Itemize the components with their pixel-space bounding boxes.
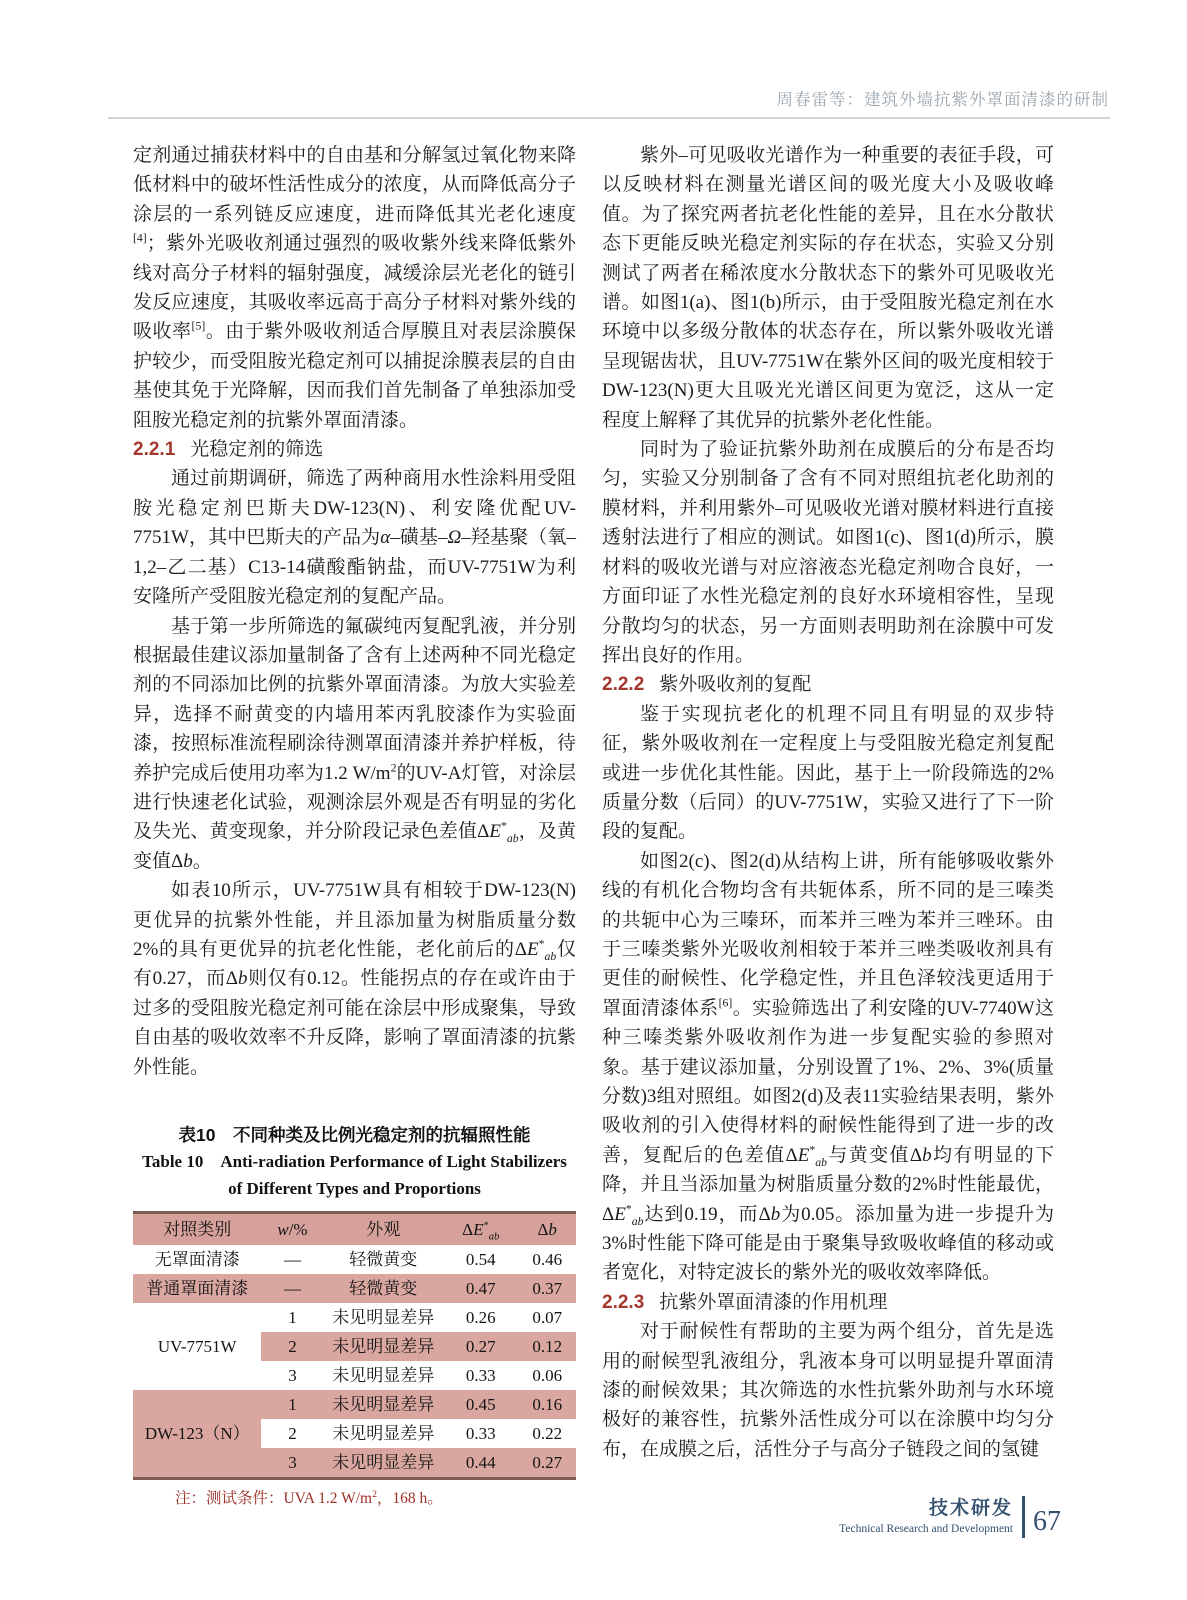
table-cell: 0.07 — [532, 1307, 563, 1327]
content-columns — [133, 141, 1054, 1510]
header-divider — [108, 117, 1110, 119]
table-cell: 轻微黄变 — [349, 1249, 418, 1269]
paragraph: 定剂通过捕获材料中的自由基和分解氢过氧化物来降低材料中的破坏性活性成分的浓度，从而降低高分子涂层的一系列链反应速度，进而降低其光老化速度[4]；紫外光吸收剂通过强烈的吸收紫外线来降低紫外线对高分子材料的辐射强度，减缓涂层光老化的链引发反应速度，其吸收率远高于高分子材料对紫外线的吸收率[5]。由于紫外吸收剂适合厚膜且对表层涂膜保护较少，而受阻胺光稳定剂可以捕捉涂膜表层的自由基使其免于光降解，因而我们首先制备了单独添加受阻胺光稳定剂的抗紫外罩面清漆。 — [133, 145, 576, 431]
table-cell: 0.27 — [532, 1452, 563, 1472]
table-title-en-line1: Table 10 Anti-radiation Performance of Light Stabilizers — [142, 1152, 567, 1171]
page-number: 67 — [1033, 1506, 1061, 1537]
table-cell: 0.12 — [532, 1336, 563, 1356]
section-heading-2-2-2 — [602, 670, 1054, 699]
table-cell-group-label: UV-7751W — [133, 1303, 261, 1390]
page-footer — [839, 1496, 1061, 1538]
table-cell: 0.37 — [532, 1278, 563, 1298]
table-cell: 无罩面清漆 — [154, 1249, 240, 1269]
table-cell: 未见明显差异 — [332, 1307, 435, 1327]
footer-section-label: 技术研发 — [928, 1498, 1013, 1519]
column-header: 对照类别 — [163, 1219, 232, 1239]
section-title: 紫外吸收剂的复配 — [659, 674, 812, 696]
column-header: Δb — [537, 1219, 557, 1239]
table-cell: 未见明显差异 — [332, 1336, 435, 1356]
column-header: w/% — [277, 1219, 308, 1239]
section-heading-2-2-1 — [133, 435, 576, 464]
footer-labels — [839, 1498, 1022, 1536]
table-cell: — — [283, 1249, 301, 1269]
table-row — [133, 1245, 576, 1274]
section-heading-2-2-3 — [602, 1288, 1054, 1317]
table-cell: 0.33 — [465, 1365, 496, 1385]
table-row — [133, 1303, 576, 1332]
table-cell: 2 — [288, 1336, 297, 1356]
section-title: 抗紫外罩面清漆的作用机理 — [659, 1291, 888, 1313]
paragraph: 基于第一步所筛选的氟碳纯丙复配乳液，并分别根据最佳建议添加量制备了含有上述两种不同光稳定剂的不同添加比例的抗紫外罩面清漆。为放大实验差异，选择不耐黄变的内墙用苯丙乳胶漆作为实验面漆，按照标准流程刷涂待测罩面清漆并养护样板，待养护完成后使用功率为1.2 $W/m^2$的UV-A灯管，对涂层进行快速老化试验，观测涂层外观是否有明显的劣化及失光、黄变现象，并分阶段记录色差值$\Delta E^*_{ab}$，及黄变值Δb。 — [133, 615, 576, 872]
right-column — [602, 141, 1054, 1510]
paragraph: 紫外–可见吸收光谱作为一种重要的表征手段，可以反映材料在测量光谱区间的吸光度大小及吸收峰值。为了探究两者抗老化性能的差异，且在水分散状态下更能反映光稳定剂实际的存在状态，实验又分别测试了两者在稀浓度水分散状态下的紫外可见吸收光谱。如图1(a)、图1(b)所示，由于受阻胺光稳定剂在水环境中以多级分散体的状态存在，所以紫外吸收光谱呈现锯齿状，且UV-7751W在紫外区间的吸光度相较于DW-123(N)更大且吸光光谱区间更为宽泛，这从一定程度上解释了其优异的抗紫外老化性能。 — [602, 145, 1054, 431]
table-row — [133, 1390, 576, 1419]
table-cell: — — [283, 1278, 301, 1298]
table-cell: 3 — [288, 1452, 297, 1472]
paragraph: 对于耐候性有帮助的主要为两个组分，首先是选用的耐候型乳液组分，乳液本身可以明显提升罩面清漆的耐候效果；其次筛选的水性抗紫外助剂与水环境极好的兼容性，抗紫外活性成分可以在涂膜中均匀分布，在成膜之后，活性分子与高分子链段之间的氢键 — [602, 1321, 1054, 1460]
running-head: 周春雷等：建筑外墙抗紫外罩面清漆的研制 — [776, 91, 1109, 109]
paragraph: 如图2(c)、图2(d)从结构上讲，所有能够吸收紫外线的有机化合物均含有共轭体系，所不同的是三嗪类的共轭中心为三嗪环，而苯并三唑为苯并三唑环。由于三嗪类紫外光吸收剂相较于苯并三唑类吸收剂具有更佳的耐候性、化学稳定性，并且色泽较浅更适用于罩面清漆体系[6]。实验筛选出了利安隆的UV-7740W这种三嗪类紫外吸收剂作为进一步复配实验的参照对象。基于建议添加量，分别设置了1%、2%、3%(质量分数)3组对照组。如图2(d)及表11实验结果表明，紫外吸收剂的引入使得材料的耐候性能得到了进一步的改善，复配后的色差值$\Delta E^*_{ab}$与黄变值Δb均有明显的下降，并且当添加量为树脂质量分数的2%时性能最优，$\Delta E^*_{ab}$达到0.19，而Δb为0.05。添加量为进一步提升为3%时性能下降可能是由于聚集导致吸收峰值的移动或者宽化，对特定波长的紫外光的吸收效率降低。 — [602, 850, 1054, 1284]
column-header: 外观 — [366, 1219, 401, 1239]
table-cell: 2 — [288, 1423, 297, 1443]
paragraph: 通过前期调研，筛选了两种商用水性涂料用受阻胺光稳定剂巴斯夫DW-123(N)、利安隆优配UV-7751W，其中巴斯夫的产品为α–磺基–Ω–羟基聚（氧–1,2–乙二基）C13-14磺酸酯钠盐，而UV-7751W为利安隆所产受阻胺光稳定剂的复配产品。 — [133, 468, 576, 608]
table-cell: 1 — [288, 1394, 297, 1414]
table-cell: 轻微黄变 — [349, 1278, 418, 1298]
table-row — [133, 1274, 576, 1303]
footer-section-label-en: Technical Research and Development — [839, 1523, 1013, 1535]
section-number: 2.2.2 — [602, 674, 645, 696]
paragraph: 如表10所示，UV-7751W具有相较于DW-123(N)更优异的抗紫外性能，并且添加量为树脂质量分数2%的具有更优异的抗老化性能，老化前后的$\Delta E^*_{ab}$仅有0.27，而Δb则仅有0.12。性能拐点的存在或许由于过多的受阻胺光稳定剂可能在涂层中形成聚集，导致自由基的吸收效率不升反降，影响了罩面清漆的抗紫外性能。 — [133, 880, 576, 1078]
table-cell: 未见明显差异 — [332, 1394, 435, 1414]
paragraph: 鉴于实现抗老化的机理不同且有明显的双步特征，紫外吸收剂在一定程度上与受阻胺光稳定剂复配或进一步优化其性能。因此，基于上一阶段筛选的2%质量分数（后同）的UV-7751W，实验又进行了下一阶段的复配。 — [602, 703, 1054, 843]
section-number: 2.2.1 — [133, 439, 176, 461]
table-cell: 1 — [288, 1307, 297, 1327]
table10-block — [133, 1122, 576, 1510]
table-cell: 普通罩面清漆 — [146, 1278, 249, 1298]
section-number: 2.2.3 — [602, 1291, 645, 1313]
table-cell: 0.22 — [532, 1423, 563, 1443]
table-cell-group-label: DW-123（N） — [133, 1390, 261, 1479]
table-cell: 未见明显差异 — [332, 1423, 435, 1443]
table-title-zh: 表10 不同种类及比例光稳定剂的抗辐照性能 — [178, 1125, 531, 1145]
table-cell: 0.44 — [465, 1452, 496, 1472]
table10 — [133, 1211, 576, 1480]
table-cell: 0.33 — [465, 1423, 496, 1443]
table-cell: 0.46 — [532, 1249, 563, 1269]
table-cell: 未见明显差异 — [332, 1452, 435, 1472]
table-cell: 0.54 — [465, 1249, 496, 1269]
table-title-en-line2: of Different Types and Proportions — [228, 1178, 481, 1198]
table-cell: 0.27 — [465, 1336, 496, 1356]
paragraph: 同时为了验证抗紫外助剂在成膜后的分布是否均匀，实验又分别制备了含有不同对照组抗老化助剂的膜材料，并利用紫外–可见吸收光谱对膜材料进行直接透射法进行了相应的测试。如图1(c)、图1(d)所示，膜材料的吸收光谱与对应溶液态光稳定剂吻合良好，一方面印证了水性光稳定剂的良好水环境相容性，呈现分散均匀的状态，另一方面则表明助剂在涂膜中可发挥出良好的作用。 — [602, 439, 1054, 666]
table-cell: 0.06 — [532, 1365, 563, 1385]
table-cell: 未见明显差异 — [332, 1365, 435, 1385]
table-cell: 0.47 — [465, 1278, 496, 1298]
section-title: 光稳定剂的筛选 — [190, 439, 324, 461]
table-note: 注：测试条件：UVA 1.2 $W/m^2$，168 h。 — [175, 1488, 443, 1507]
table-header-row — [133, 1213, 576, 1246]
table-cell: 0.16 — [532, 1394, 563, 1414]
left-column — [133, 141, 576, 1510]
table-cell: 0.45 — [465, 1394, 496, 1414]
column-header: $\Delta E^*_{ab}$ — [462, 1219, 500, 1242]
table-cell: 3 — [288, 1365, 297, 1385]
table-cell: 0.26 — [465, 1307, 496, 1327]
